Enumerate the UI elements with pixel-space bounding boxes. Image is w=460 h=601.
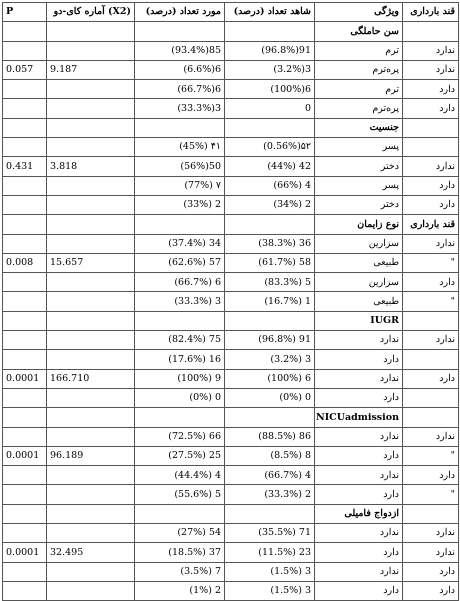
case-cell: 3 (3.2%) (225, 350, 315, 369)
section-row (3, 118, 459, 137)
chi-square-cell: 3.818 (47, 157, 135, 176)
table-row (3, 427, 459, 446)
case-cell: 1 (16.7%) (225, 292, 315, 311)
case-cell: 0 (225, 99, 315, 118)
table-row (3, 485, 459, 504)
p-value-cell (3, 562, 47, 581)
control-cell: 34 (37.4%) (135, 234, 225, 253)
header-chi-square: (X2) آماره کای-دو (47, 3, 135, 22)
chi-square-cell (47, 176, 135, 195)
diabetes-cell: ندارد (403, 157, 459, 176)
diabetes-cell: دارد (403, 80, 459, 99)
diabetes-cell: دارد (403, 195, 459, 214)
control-cell: 85(93.4%) (135, 41, 225, 60)
p-value-cell (3, 311, 47, 330)
control-cell: 16 (17.6%) (135, 350, 225, 369)
table-row (3, 292, 459, 311)
chi-square-cell (47, 427, 135, 446)
chi-square-cell (47, 195, 135, 214)
table-row (3, 350, 459, 369)
control-cell: 3(33.3%) (135, 99, 225, 118)
table-row (3, 253, 459, 272)
case-cell: 58 (61.7%) (225, 253, 315, 272)
diabetes-cell: ندارد (403, 524, 459, 543)
feature-cell: دارد (315, 485, 403, 504)
case-cell: 91 (96.8%) (225, 331, 315, 350)
diabetes-cell: " (403, 485, 459, 504)
table-row (3, 543, 459, 562)
diabetes-cell: قند بارداری (403, 215, 459, 234)
control-cell (135, 311, 225, 330)
case-cell (225, 504, 315, 523)
diabetes-cell (403, 504, 459, 523)
case-cell (225, 22, 315, 41)
control-cell: 50(56%) (135, 157, 225, 176)
case-cell: 2 (33.3%) (225, 485, 315, 504)
diabetes-cell: ندارد (403, 543, 459, 562)
table-row (3, 273, 459, 292)
chi-square-cell (47, 504, 135, 523)
control-cell: 9 (100%) (135, 369, 225, 388)
control-cell: 75 (82.4%) (135, 331, 225, 350)
p-value-cell: 0.0001 (3, 543, 47, 562)
chi-square-cell (47, 485, 135, 504)
chi-square-cell (47, 99, 135, 118)
p-value-cell (3, 118, 47, 137)
p-value-cell (3, 350, 47, 369)
p-value-cell: 0.008 (3, 253, 47, 272)
case-cell: 8 (8.5%) (225, 446, 315, 465)
table-row (3, 195, 459, 214)
feature-cell: پره‌ترم (315, 60, 403, 79)
feature-cell: ترم (315, 41, 403, 60)
p-value-cell (3, 195, 47, 214)
diabetes-cell: ندارد (403, 331, 459, 350)
p-value-cell: 0.0001 (3, 369, 47, 388)
p-value-cell (3, 273, 47, 292)
control-cell (135, 215, 225, 234)
feature-cell: دارد (315, 350, 403, 369)
table-body (3, 22, 459, 601)
case-cell: ۵۲(0.56%) (225, 138, 315, 157)
p-value-cell (3, 485, 47, 504)
feature-cell: دارد (315, 543, 403, 562)
case-cell: 86 (88.5%) (225, 427, 315, 446)
table-row (3, 446, 459, 465)
diabetes-cell: دارد (403, 581, 459, 600)
feature-cell: دختر (315, 157, 403, 176)
p-value-cell (3, 408, 47, 427)
header-control: مورد تعداد (درصد) (135, 3, 225, 22)
feature-cell: ندارد (315, 331, 403, 350)
chi-square-cell (47, 350, 135, 369)
diabetes-cell: " (403, 253, 459, 272)
control-cell: 6(6.6%) (135, 60, 225, 79)
control-cell: 2 (33%) (135, 195, 225, 214)
section-label: NICUadmission (315, 408, 403, 427)
diabetes-cell: دارد (403, 99, 459, 118)
table-row (3, 60, 459, 79)
control-cell: 2 (1%) (135, 581, 225, 600)
p-value-cell (3, 524, 47, 543)
control-cell: 5 (55.6%) (135, 485, 225, 504)
chi-square-cell (47, 524, 135, 543)
control-cell: ۴۱ (45%) (135, 138, 225, 157)
feature-cell: پره‌ترم (315, 99, 403, 118)
p-value-cell (3, 138, 47, 157)
chi-square-cell (47, 388, 135, 407)
p-value-cell (3, 504, 47, 523)
diabetes-cell: " (403, 292, 459, 311)
header-case: شاهد تعداد (درصد) (225, 3, 315, 22)
case-cell: 3 (1.5%) (225, 581, 315, 600)
control-cell: 54 (27%) (135, 524, 225, 543)
diabetes-cell (403, 311, 459, 330)
section-row (3, 408, 459, 427)
feature-cell: ندارد (315, 562, 403, 581)
feature-cell: دارد (315, 388, 403, 407)
table-row (3, 369, 459, 388)
feature-cell: سزارین (315, 234, 403, 253)
case-cell (225, 408, 315, 427)
p-value-cell (3, 80, 47, 99)
chi-square-cell: 9.187 (47, 60, 135, 79)
table-row (3, 388, 459, 407)
section-row (3, 504, 459, 523)
chi-square-cell (47, 581, 135, 600)
control-cell: 6(66.7%) (135, 80, 225, 99)
feature-cell: ندارد (315, 524, 403, 543)
case-cell: 3(3.2%) (225, 60, 315, 79)
case-cell: 91(96.8%) (225, 41, 315, 60)
section-label: نوع زایمان (315, 215, 403, 234)
p-value-cell (3, 234, 47, 253)
section-label: جنسیت (315, 118, 403, 137)
feature-cell: سزارین (315, 273, 403, 292)
table-row (3, 138, 459, 157)
diabetes-cell: دارد (403, 273, 459, 292)
case-cell: 5 (83.3%) (225, 273, 315, 292)
p-value-cell: 0.431 (3, 157, 47, 176)
diabetes-cell: دارد (403, 369, 459, 388)
case-cell: 2 (34%) (225, 195, 315, 214)
section-row (3, 22, 459, 41)
chi-square-cell (47, 41, 135, 60)
header-row (3, 3, 459, 22)
diabetes-cell: ندارد (403, 60, 459, 79)
table-row (3, 41, 459, 60)
case-cell: 4 (66%) (225, 176, 315, 195)
diabetes-cell: دارد (403, 466, 459, 485)
chi-square-cell (47, 562, 135, 581)
section-label: ازدواج فامیلی (315, 504, 403, 523)
feature-cell: دختر (315, 195, 403, 214)
table-row (3, 176, 459, 195)
chi-square-cell (47, 466, 135, 485)
diabetes-cell (403, 138, 459, 157)
diabetes-cell: ندارد (403, 41, 459, 60)
feature-cell: ترم (315, 80, 403, 99)
p-value-cell (3, 581, 47, 600)
p-value-cell: 0.0001 (3, 446, 47, 465)
chi-square-cell (47, 331, 135, 350)
control-cell: ۷ (77%) (135, 176, 225, 195)
control-cell: 4 (44.4%) (135, 466, 225, 485)
diabetes-cell (403, 118, 459, 137)
table-row (3, 99, 459, 118)
case-cell (225, 215, 315, 234)
section-label: سن حاملگی (315, 22, 403, 41)
p-value-cell (3, 388, 47, 407)
p-value-cell (3, 176, 47, 195)
table-row (3, 466, 459, 485)
chi-square-cell: 166.710 (47, 369, 135, 388)
chi-square-cell: 15.657 (47, 253, 135, 272)
control-cell: 6 (66.7%) (135, 273, 225, 292)
p-value-cell (3, 22, 47, 41)
table-row (3, 524, 459, 543)
section-row (3, 311, 459, 330)
chi-square-cell (47, 273, 135, 292)
case-cell: 4 (66.7%) (225, 466, 315, 485)
control-cell (135, 408, 225, 427)
table-row (3, 234, 459, 253)
feature-cell: طبیعی (315, 292, 403, 311)
header-p: P (3, 3, 47, 22)
case-cell: 23 (11.5%) (225, 543, 315, 562)
control-cell (135, 118, 225, 137)
table-row (3, 581, 459, 600)
table-row (3, 562, 459, 581)
p-value-cell: 0.057 (3, 60, 47, 79)
chi-square-cell (47, 118, 135, 137)
feature-cell: ندارد (315, 466, 403, 485)
p-value-cell (3, 215, 47, 234)
chi-square-cell: 96.189 (47, 446, 135, 465)
control-cell: 57 (62.6%) (135, 253, 225, 272)
table-row (3, 331, 459, 350)
diabetes-cell: ندارد (403, 427, 459, 446)
control-cell (135, 504, 225, 523)
header-gestational-diabetes: قند بارداری (403, 3, 459, 22)
control-cell: 0 (0%) (135, 388, 225, 407)
feature-cell: پسر (315, 138, 403, 157)
chi-square-cell (47, 292, 135, 311)
p-value-cell (3, 99, 47, 118)
case-cell: 0 (0%) (225, 388, 315, 407)
control-cell: 25 (27.5%) (135, 446, 225, 465)
chi-square-cell (47, 215, 135, 234)
chi-square-cell (47, 311, 135, 330)
section-row (3, 215, 459, 234)
feature-cell: دارد (315, 581, 403, 600)
case-cell (225, 118, 315, 137)
diabetes-cell (403, 388, 459, 407)
section-label: IUGR (315, 311, 403, 330)
case-cell: 36 (38.3%) (225, 234, 315, 253)
chi-square-cell (47, 408, 135, 427)
feature-cell: ندارد (315, 369, 403, 388)
table-row (3, 80, 459, 99)
results-table (2, 2, 459, 601)
feature-cell: ندارد (315, 427, 403, 446)
diabetes-cell (403, 408, 459, 427)
p-value-cell (3, 427, 47, 446)
header-feature: ویژگی (315, 3, 403, 22)
feature-cell: طبیعی (315, 253, 403, 272)
p-value-cell (3, 292, 47, 311)
case-cell: 3 (1.5%) (225, 562, 315, 581)
diabetes-cell: ندارد (403, 234, 459, 253)
diabetes-cell: " (403, 446, 459, 465)
chi-square-cell (47, 234, 135, 253)
diabetes-cell: دارد (403, 176, 459, 195)
p-value-cell (3, 41, 47, 60)
diabetes-cell (403, 22, 459, 41)
control-cell: 3 (33.3%) (135, 292, 225, 311)
case-cell: 71 (35.5%) (225, 524, 315, 543)
control-cell: 66 (72.5%) (135, 427, 225, 446)
diabetes-cell: دارد (403, 562, 459, 581)
case-cell (225, 311, 315, 330)
feature-cell: پسر (315, 176, 403, 195)
diabetes-cell (403, 350, 459, 369)
chi-square-cell: 32.495 (47, 543, 135, 562)
p-value-cell (3, 466, 47, 485)
chi-square-cell (47, 22, 135, 41)
feature-cell: دارد (315, 446, 403, 465)
control-cell: 7 (3.5%) (135, 562, 225, 581)
case-cell: 6 (100%) (225, 369, 315, 388)
chi-square-cell (47, 80, 135, 99)
control-cell: 37 (18.5%) (135, 543, 225, 562)
p-value-cell (3, 331, 47, 350)
case-cell: 6(100%) (225, 80, 315, 99)
case-cell: 42 (44%) (225, 157, 315, 176)
table-row (3, 157, 459, 176)
control-cell (135, 22, 225, 41)
chi-square-cell (47, 138, 135, 157)
